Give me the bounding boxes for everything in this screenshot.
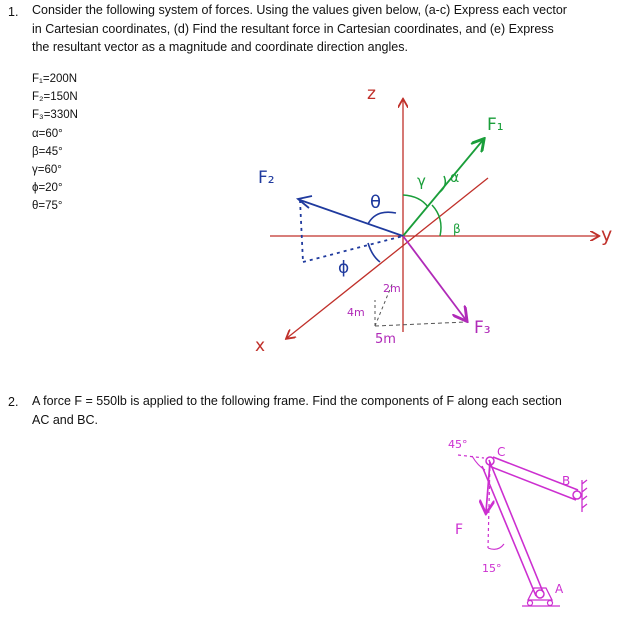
given-beta: β=45° [32, 145, 63, 158]
member-ac-edge [482, 466, 536, 596]
beta-arc [432, 205, 441, 236]
problem-1-line: Consider the following system of forces. Using the values given below, (a-c) Express each vector [32, 3, 567, 17]
problem-2-text [32, 392, 562, 429]
angle-15-label: 15° [482, 562, 502, 575]
alpha-label: α [450, 170, 460, 186]
given-alpha: α=60° [32, 127, 63, 140]
gamma-label: γ [417, 172, 426, 190]
phi-label: ϕ [338, 258, 350, 278]
angle-45-label: 45° [448, 438, 468, 451]
joint-b [573, 491, 581, 499]
support-b [582, 480, 587, 512]
given-gamma: γ=60° [32, 164, 62, 177]
label-a: A [555, 582, 564, 596]
problem-1-number: 1. [8, 5, 19, 19]
given-f2: F₂=150N [32, 91, 78, 104]
axis-x-label: x [255, 336, 266, 356]
beta-label: β [453, 222, 461, 236]
dim-4m-label: 4m [347, 306, 365, 319]
f2-dashed-vertical [300, 200, 303, 262]
axis-y-label: y [601, 224, 613, 246]
problem-2-line: A force F = 550lb is applied to the following frame. Find the components of F along each section [32, 394, 562, 408]
problem-1-line: the resultant vector as a magnitude and coordinate direction angles. [32, 40, 408, 54]
dim-2m-label: 2m [383, 282, 401, 295]
problem-2-line: AC and BC. [32, 412, 99, 427]
given-f1: F₁=200N [32, 73, 78, 85]
joint-a [536, 590, 544, 598]
f2-label: F₂ [258, 168, 275, 188]
f3-dim-line-5m [375, 322, 466, 326]
label-c: C [497, 445, 506, 459]
support-a-pin [548, 601, 553, 606]
label-f: F [455, 522, 464, 538]
label-b: B [562, 474, 571, 488]
f3-vector [403, 236, 466, 320]
given-phi: ϕ=20° [32, 182, 63, 195]
axis-z-label: z [367, 84, 376, 104]
f2-vector [300, 200, 403, 236]
f1-label: F₁ [487, 115, 504, 135]
support-a-pin [528, 601, 533, 606]
dim-5m-label: 5m [375, 332, 396, 347]
given-theta: θ=75° [32, 200, 63, 213]
f3-label: F₃ [474, 318, 491, 338]
problem-2-number: 2. [8, 395, 19, 409]
given-f3: F₃=330N [32, 109, 78, 122]
theta-arc [368, 212, 396, 224]
phi-arc [368, 243, 380, 262]
ref-line-45 [458, 455, 484, 458]
angle-15-arc [488, 544, 504, 549]
theta-label: θ [370, 192, 382, 213]
problem-1-line: in Cartesian coordinates, (d) Find the resultant force in Cartesian coordinates, and (e) Express [32, 21, 554, 36]
gamma-arc [403, 195, 428, 207]
